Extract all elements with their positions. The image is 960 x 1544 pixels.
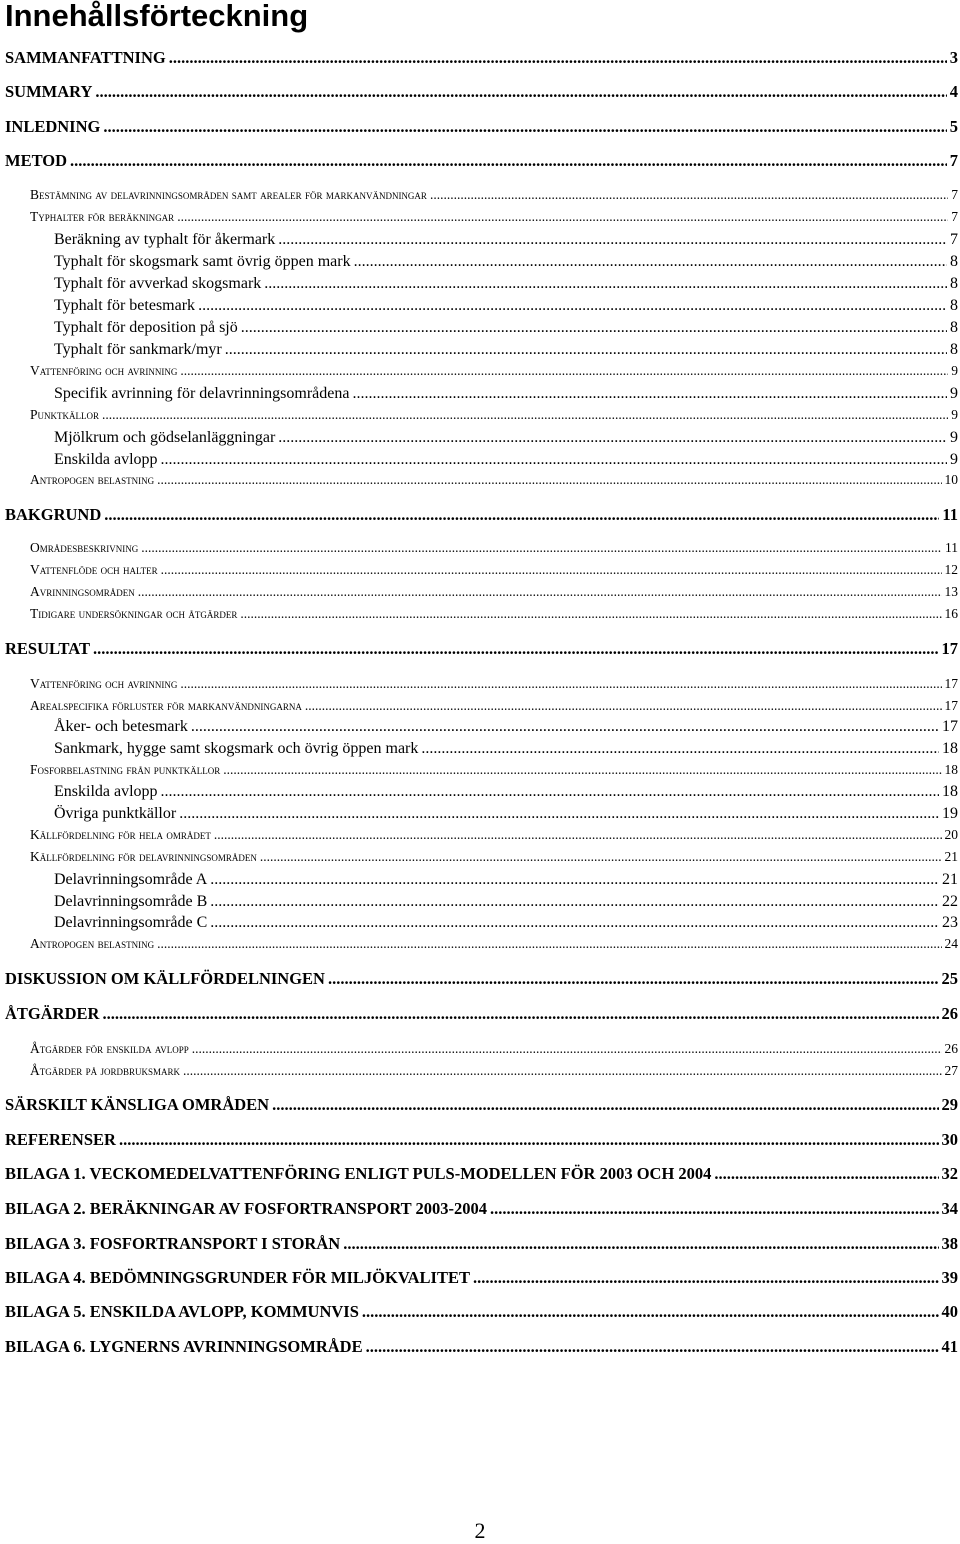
dot-leader [179,804,939,824]
toc-entry[interactable] [30,826,958,844]
toc-entry-label: Fosforbelastning från punktkällor [30,762,221,777]
dot-leader [352,384,947,404]
toc-entry[interactable] [5,1004,958,1024]
toc-entry[interactable] [5,505,958,525]
toc-entry-label: Källfördelning för delavrinningsområden [30,849,257,864]
toc-entry-label: Typhalter för beräkningar [30,209,175,224]
toc-entry-page: 5 [949,117,958,136]
toc-entry-page: 16 [944,606,958,621]
toc-entry[interactable] [54,804,958,824]
toc-entry[interactable] [30,761,958,779]
toc-entry-page: 8 [950,341,958,358]
dot-leader [70,151,947,171]
page-number: 2 [474,1518,486,1543]
toc-entry-page: 9 [950,385,958,402]
dot-leader [103,117,946,137]
toc-entry-page: 8 [950,319,958,336]
dot-leader [180,362,948,380]
toc-entry-page: 11 [942,505,958,524]
dot-leader [362,1302,939,1322]
toc-entry-label: ÅTGÄRDER [5,1004,100,1023]
toc-entry[interactable] [54,384,958,404]
dot-leader [225,340,947,360]
dot-leader [210,870,939,890]
dot-leader [490,1199,939,1219]
dot-leader [169,48,947,68]
dot-leader [421,739,939,759]
dot-leader [214,826,942,844]
toc-entry-label: BILAGA 5. ENSKILDA AVLOPP, KOMMUNVIS [5,1302,359,1321]
toc-entry-label: BAKGRUND [5,505,102,524]
toc-entry-page: 9 [950,451,958,468]
toc-entry-page: 18 [942,740,958,757]
dot-leader [102,1004,938,1024]
toc-entry-page: 9 [950,429,958,446]
toc-entry-label: METOD [5,151,68,170]
toc-entry[interactable] [54,230,958,250]
toc-entry[interactable] [30,848,958,866]
toc-entry[interactable] [54,296,958,316]
toc-entry-label: Typhalt för deposition på sjö [54,319,238,336]
toc-entry-page: 7 [949,151,958,170]
toc-entry[interactable] [5,1268,958,1288]
toc-entry[interactable] [30,605,958,623]
toc-entry-label: DISKUSSION OM KÄLLFÖRDELNINGEN [5,969,325,988]
dot-leader [102,406,948,424]
dot-leader [210,892,939,912]
toc-entry[interactable] [54,318,958,338]
toc-entry-page: 26 [941,1004,958,1023]
toc-entry-label: Antropogen belastning [30,472,155,487]
dot-leader [272,1095,938,1115]
toc-entry-page: 41 [941,1337,958,1356]
toc-entry-page: 19 [942,805,958,822]
dot-leader [93,639,939,659]
toc-entry[interactable] [54,340,958,360]
toc-entry-page: 13 [944,584,958,599]
toc-entry[interactable] [30,362,958,380]
toc-entry-label: Åtgärder på jordbruksmark [30,1063,181,1078]
dot-leader [241,318,947,338]
toc-entry-label: Specifik avrinning för delavrinningsområdena [54,385,350,402]
dot-leader [104,505,939,525]
dot-leader [157,471,941,489]
page-title: Innehållsförteckning [5,0,309,33]
toc-entry-label: Enskilda avlopp [54,451,158,468]
dot-leader [305,697,942,715]
toc-entry-page: 24 [944,936,958,951]
toc-entry-page: 9 [951,363,958,378]
toc-entry-page: 40 [941,1302,958,1321]
toc-entry[interactable] [30,186,958,204]
dot-leader [473,1268,939,1288]
toc-entry[interactable] [30,583,958,601]
toc-entry-page: 18 [942,783,958,800]
toc-entry[interactable] [5,639,958,659]
toc-entry[interactable] [30,471,958,489]
toc-entry-page: 17 [944,676,958,691]
toc-entry-label: Vattenföring och avrinning [30,676,178,691]
toc-entry[interactable] [54,913,958,933]
toc-entry-label: Avrinningsområden [30,584,135,599]
toc-entry-label: BILAGA 4. BEDÖMNINGSGRUNDER FÖR MILJÖKVALITET [5,1268,470,1287]
toc-entry[interactable] [5,1130,958,1150]
dot-leader [366,1337,939,1357]
dot-leader [278,230,947,250]
toc-entry-label: Delavrinningsområde C [54,914,208,931]
dot-leader [240,605,941,623]
toc-entry-label: SÄRSKILT KÄNSLIGA OMRÅDEN [5,1095,270,1114]
toc-entry-label: Punktkällor [30,407,100,422]
toc-entry-label: Beräkning av typhalt för åkermark [54,231,276,248]
toc-entry[interactable] [30,1062,958,1080]
dot-leader [354,252,947,272]
toc-entry-label: Källfördelning för hela området [30,827,211,842]
toc-entry-label: Typhalt för sankmark/myr [54,341,222,358]
toc-entry-page: 39 [941,1268,958,1287]
toc-entry[interactable] [5,969,958,989]
toc-entry[interactable] [5,1302,958,1322]
toc-entry-page: 25 [941,969,958,988]
toc-entry[interactable] [30,539,958,557]
toc-entry-page: 30 [941,1130,958,1149]
dot-leader [183,1062,941,1080]
dot-leader [210,913,939,933]
dot-leader [343,1234,938,1254]
toc-entry-label: SAMMANFATTNING [5,48,166,67]
toc-entry[interactable] [5,1337,958,1357]
dot-leader [95,82,946,102]
dot-leader [223,761,941,779]
toc-entry-page: 26 [944,1041,958,1056]
dot-leader [430,186,948,204]
toc-entry-label: Enskilda avlopp [54,783,158,800]
toc-entry[interactable] [54,717,958,737]
toc-entry-label: Typhalt för avverkad skogsmark [54,275,262,292]
toc-entry[interactable] [30,675,958,693]
toc-entry-label: Tidigare undersökningar och åtgärder [30,606,238,621]
toc-entry-page: 23 [942,914,958,931]
toc-entry[interactable] [5,151,958,171]
toc-entry[interactable] [30,1040,958,1058]
dot-leader [192,1040,942,1058]
toc-entry-label: Delavrinningsområde B [54,893,208,910]
toc-entry-page: 12 [944,562,958,577]
toc-entry[interactable] [54,274,958,294]
toc-entry-page: 34 [941,1199,958,1218]
dot-leader [191,717,939,737]
toc-entry-page: 3 [949,48,958,67]
toc-entry-label: Övriga punktkällor [54,805,177,822]
toc-entry-page: 7 [950,231,958,248]
dot-leader [714,1164,938,1184]
toc-entry-label: Vattenflöde och halter [30,562,158,577]
toc-entry-page: 17 [942,718,958,735]
toc-entry-page: 10 [944,472,958,487]
toc-entry[interactable] [30,208,958,226]
toc-entry-label: INLEDNING [5,117,101,136]
toc-entry[interactable] [54,450,958,470]
toc-entry[interactable] [5,1234,958,1254]
dot-leader [180,675,941,693]
toc-entry-label: REFERENSER [5,1130,116,1149]
toc-entry-page: 11 [945,540,958,555]
toc-entry[interactable] [5,117,958,137]
dot-leader [157,935,941,953]
toc-entry-page: 32 [941,1164,958,1183]
dot-leader [264,274,947,294]
dot-leader [161,782,939,802]
toc-entry-label: Sankmark, hygge samt skogsmark och övrig öppen mark [54,740,419,757]
toc-entry-page: 21 [944,849,958,864]
dot-leader [161,450,947,470]
toc-entry-label: Åtgärder för enskilda avlopp [30,1041,189,1056]
dot-leader [328,969,939,989]
toc-entry-page: 9 [951,407,958,422]
toc-entry[interactable] [54,870,958,890]
toc-entry-page: 7 [951,187,958,202]
toc-entry[interactable] [54,739,958,759]
toc-entry[interactable] [5,1199,958,1219]
dot-leader [119,1130,939,1150]
toc-entry-page: 8 [950,275,958,292]
toc-entry-page: 4 [949,82,958,101]
toc-entry[interactable] [5,82,958,102]
toc-entry-page: 18 [944,762,958,777]
toc-entry-label: Bestämning av delavrinningsområden samt arealer för markanvändningar [30,187,427,202]
toc-entry-label: Antropogen belastning [30,936,155,951]
toc-entry-page: 22 [942,893,958,910]
toc-entry-page: 17 [941,639,958,658]
toc-entry[interactable] [5,48,958,68]
toc-entry-page: 8 [950,297,958,314]
dot-leader [138,583,942,601]
toc-entry[interactable] [30,697,958,715]
toc-entry-label: BILAGA 6. LYGNERNS AVRINNINGSOMRÅDE [5,1337,363,1356]
toc-entry[interactable] [5,1095,958,1115]
toc-entry[interactable] [5,1164,958,1184]
toc-entry[interactable] [30,406,958,424]
toc-entry[interactable] [30,561,958,579]
dot-leader [278,428,947,448]
toc-entry-label: Områdesbeskrivning [30,540,139,555]
toc-entry-label: BILAGA 1. VECKOMEDELVATTENFÖRING ENLIGT PULS-MODELLEN FÖR 2003 OCH 2004 [5,1164,712,1183]
toc-entry-page: 29 [941,1095,958,1114]
toc-entry-label: BILAGA 2. BERÄKNINGAR AV FOSFORTRANSPORT 2003-2004 [5,1199,487,1218]
toc-entry[interactable] [54,782,958,802]
toc-entry-label: SUMMARY [5,82,93,101]
toc-entry[interactable] [54,892,958,912]
dot-leader [260,848,942,866]
dot-leader [141,539,942,557]
dot-leader [198,296,947,316]
toc-entry-label: BILAGA 3. FOSFORTRANSPORT I STORÅN [5,1234,341,1253]
toc-entry-label: Typhalt för skogsmark samt övrig öppen mark [54,253,351,270]
toc-entry-label: Mjölkrum och gödselanläggningar [54,429,276,446]
toc-entry-label: Åker- och betesmark [54,718,188,735]
toc-entry-page: 8 [950,253,958,270]
toc-entry-page: 7 [951,209,958,224]
toc-entry-page: 21 [942,871,958,888]
toc-entry-page: 27 [944,1063,958,1078]
toc-entry-page: 20 [944,827,958,842]
toc-entry[interactable] [30,935,958,953]
toc-entry-label: Delavrinningsområde A [54,871,208,888]
toc-entry-page: 38 [941,1234,958,1253]
toc-entry-label: Vattenföring och avrinning [30,363,178,378]
dot-leader [161,561,942,579]
toc-entry[interactable] [54,252,958,272]
toc-entry-label: RESULTAT [5,639,90,658]
toc-entry-label: Typhalt för betesmark [54,297,196,314]
toc-entry-page: 17 [944,698,958,713]
toc-entry-label: Arealspecifika förluster för markanvändningarna [30,698,302,713]
dot-leader [177,208,948,226]
toc-entry[interactable] [54,428,958,448]
